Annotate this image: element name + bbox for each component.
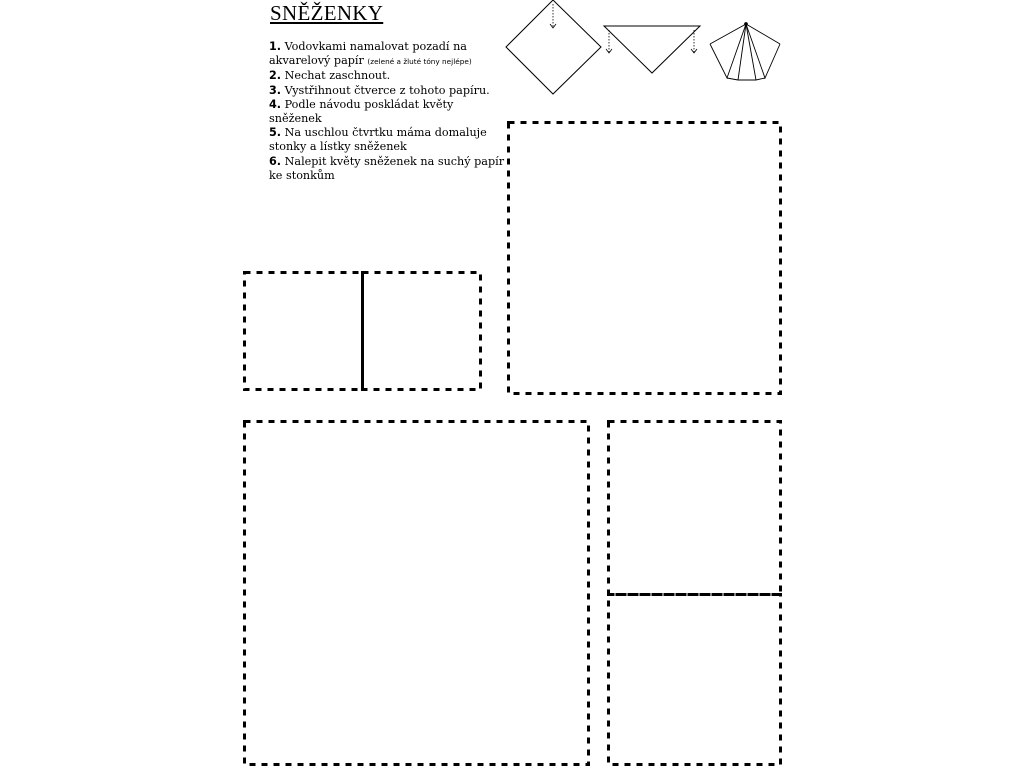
instruction-step-1 [269,40,509,69]
cut-square-medium-right-top [607,420,782,596]
step-number: 6. [269,154,282,168]
step-number: 3. [269,83,282,97]
instruction-step-4 [269,98,509,126]
snowdrop-flower-diagram-icon [710,23,780,80]
step-text: Vystřihnout čtverce z tohoto papíru. [284,83,490,97]
step-number: 5. [269,126,282,140]
cut-square-medium-right-bottom [607,593,782,766]
step-text: Nechat zaschnout. [284,69,391,83]
instruction-list [269,40,509,183]
folding-diagrams [500,0,790,100]
cut-square-small-right [361,271,482,391]
square-fold-diagram-icon [506,0,601,94]
cut-square-small-left [243,271,364,391]
instruction-step-6 [269,155,509,183]
step-number: 1. [269,40,282,53]
triangle-fold-diagram-icon [604,26,700,73]
step-note: (zelené a žluté tóny nejlépe) [367,57,472,67]
step-text: Nalepit květy sněženek na suchý papír ke stonkům [269,154,505,182]
step-text: Na uschlou čtvrtku máma domaluje stonky a lístky sněženek [269,126,487,154]
step-text: Podle návodu poskládat květy sněženek [269,97,454,126]
step-number: 4. [269,97,282,111]
instruction-step-3 [269,84,509,98]
step-text: Vodovkami namalovat pozadí na akvarelový papír [269,40,467,68]
page-title: SNĚŽENKY [270,1,384,25]
cut-square-large-bottom-left [243,420,590,766]
step-number: 2. [269,69,282,83]
instruction-step-2 [269,69,509,83]
instruction-step-5 [269,126,509,154]
cut-square-large-top-right [507,121,782,395]
